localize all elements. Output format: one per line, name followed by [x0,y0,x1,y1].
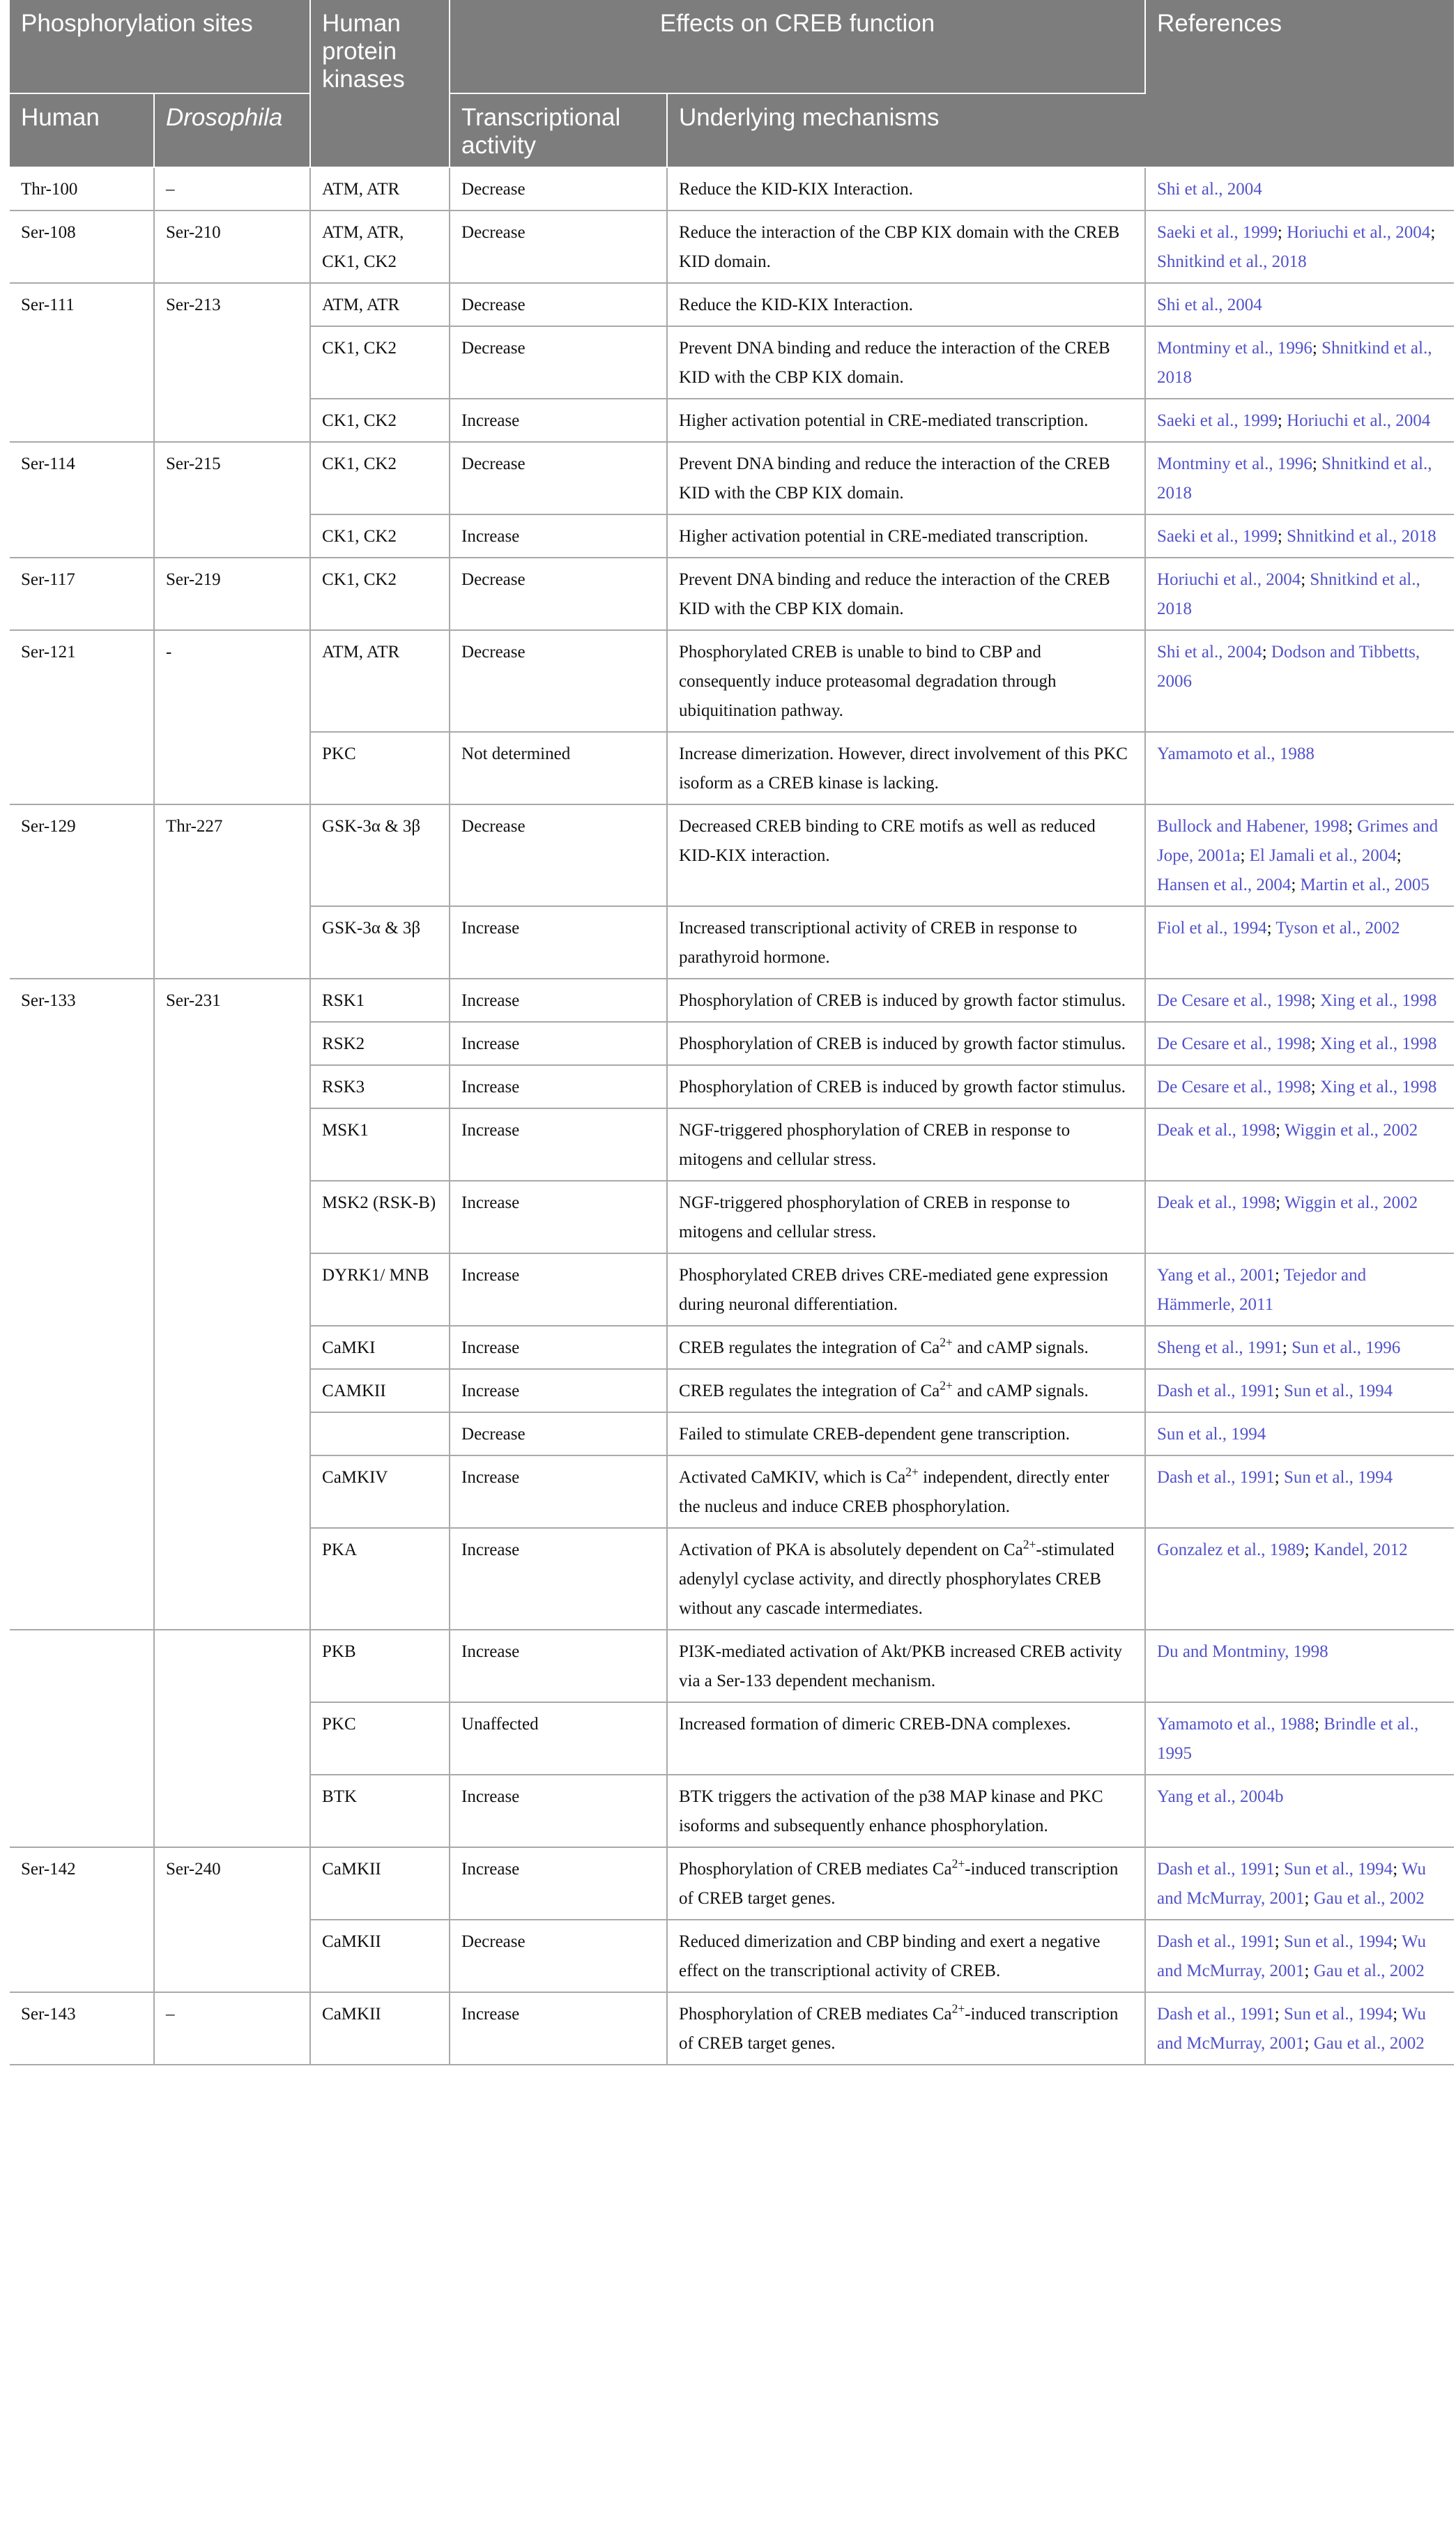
reference-link[interactable]: Wiggin et al., 2002 [1284,1121,1418,1140]
kinase-cell: CaMKI [310,1326,450,1369]
reference-link[interactable]: Sun et al., 1994 [1157,1425,1266,1444]
mechanism-text: and cAMP signals. [952,1338,1089,1357]
references-cell: De Cesare et al., 1998; Xing et al., 1998 [1145,979,1454,1022]
mechanism-cell: Increased transcriptional activity of CREB in response to parathyroid hormone. [667,906,1145,979]
transcriptional-activity-cell: Decrease [450,804,667,906]
transcriptional-activity-cell: Increase [450,1108,667,1181]
references-cell: Saeki et al., 1999; Horiuchi et al., 2004; Shnitkind et al., 2018 [1145,211,1454,283]
reference-link[interactable]: Tejedor and Hämmerle, 2011 [1157,1266,1367,1314]
references-cell: Gonzalez et al., 1989; Kandel, 2012 [1145,1528,1454,1630]
transcriptional-activity-cell: Increase [450,399,667,442]
transcriptional-activity-cell: Unaffected [450,1702,667,1775]
human-site-cell: Ser-117 [10,558,154,630]
references-cell: Yang et al., 2001; Tejedor and Hämmerle, 2011 [1145,1253,1454,1326]
mechanism-cell [667,1992,1145,2065]
reference-link[interactable]: Saeki et al., 1999 [1157,411,1278,430]
reference-link[interactable]: Xing et al., 1998 [1319,1034,1437,1053]
header-drosophila: Drosophila [154,93,310,167]
mechanism-cell [667,1369,1145,1412]
kinase-cell: GSK-3α & 3β [310,906,450,979]
mechanism-cell: Reduce the KID-KIX Interaction. [667,283,1145,326]
reference-link[interactable]: Montminy et al., 1996 [1157,339,1312,358]
mechanism-text: Phosphorylation of CREB mediates Ca [679,1860,952,1879]
mechanism-cell: Phosphorylation of CREB is induced by growth factor stimulus. [667,1022,1145,1065]
reference-link[interactable]: Dash et al., 1991 [1157,2005,1275,2024]
transcriptional-activity-cell: Decrease [450,211,667,283]
mechanism-cell: PI3K-mediated activation of Akt/PKB increased CREB activity via a Ser-133 dependent mechanism. [667,1630,1145,1702]
transcriptional-activity-cell: Increase [450,1775,667,1847]
reference-link[interactable]: Sun et al., 1994 [1283,1468,1393,1487]
reference-link[interactable]: Gau et al., 2002 [1313,1962,1425,1980]
kinase-cell: RSK1 [310,979,450,1022]
creb-phosphorylation-table [10,0,1454,2065]
reference-link[interactable]: Shi et al., 2004 [1157,296,1262,314]
table-row [10,1630,1454,1702]
drosophila-site-cell: – [154,167,310,211]
header-phosphorylation-sites: Phosphorylation sites [10,0,310,93]
kinase-cell: ATM, ATR [310,283,450,326]
transcriptional-activity-cell: Increase [450,1326,667,1369]
ion-charge-superscript: 2+ [940,1378,953,1393]
reference-link[interactable]: Hansen et al., 2004 [1157,876,1292,894]
kinase-cell: DYRK1/ MNB [310,1253,450,1326]
human-site-cell [10,1630,154,1847]
reference-link[interactable]: Yang et al., 2001 [1157,1266,1275,1285]
mechanism-cell [667,1847,1145,1920]
reference-link[interactable]: Saeki et al., 1999 [1157,527,1278,546]
kinase-cell: PKB [310,1630,450,1702]
reference-link[interactable]: Shnitkind et al., 2018 [1157,252,1307,271]
reference-link[interactable]: Saeki et al., 1999 [1157,223,1278,242]
transcriptional-activity-cell: Increase [450,1455,667,1528]
references-cell: Fiol et al., 1994; Tyson et al., 2002 [1145,906,1454,979]
kinase-cell: PKC [310,732,450,804]
mechanism-cell: Phosphorylated CREB drives CRE-mediated gene expression during neuronal differentiation. [667,1253,1145,1326]
mechanism-cell: Prevent DNA binding and reduce the interaction of the CREB KID with the CBP KIX domain. [667,558,1145,630]
kinase-cell: CK1, CK2 [310,442,450,514]
mechanism-cell: Higher activation potential in CRE-mediated transcription. [667,399,1145,442]
references-cell: De Cesare et al., 1998; Xing et al., 1998 [1145,1065,1454,1108]
table-row [10,979,1454,1022]
table-row [10,630,1454,732]
kinase-cell: MSK1 [310,1108,450,1181]
transcriptional-activity-cell: Increase [450,1253,667,1326]
reference-link[interactable]: Shnitkind et al., 2018 [1157,339,1432,387]
kinase-cell: CaMKII [310,1992,450,2065]
transcriptional-activity-cell: Increase [450,1630,667,1702]
drosophila-site-cell: Ser-213 [154,283,310,442]
reference-link[interactable]: Dodson and Tibbetts, 2006 [1157,643,1420,691]
kinase-cell: CK1, CK2 [310,514,450,558]
kinase-cell: RSK2 [310,1022,450,1065]
mechanism-cell: Phosphorylation of CREB is induced by growth factor stimulus. [667,979,1145,1022]
transcriptional-activity-cell: Decrease [450,283,667,326]
kinase-cell: CK1, CK2 [310,326,450,399]
mechanism-cell: Increased formation of dimeric CREB-DNA complexes. [667,1702,1145,1775]
ion-charge-superscript: 2+ [940,1335,953,1350]
header-references: References [1145,0,1454,167]
table-row [10,167,1454,211]
reference-link[interactable]: Sun et al., 1994 [1283,2005,1393,2024]
reference-link[interactable]: Tyson et al., 2002 [1275,919,1400,938]
reference-link[interactable]: El Jamali et al., 2004 [1249,846,1397,865]
kinase-cell: CAMKII [310,1369,450,1412]
mechanism-cell [667,1528,1145,1630]
table-row [10,442,1454,514]
references-cell: Horiuchi et al., 2004; Shnitkind et al., 2018 [1145,558,1454,630]
header-underlying-mechanisms: Underlying mechanisms [667,93,1145,167]
kinase-cell: RSK3 [310,1065,450,1108]
transcriptional-activity-cell: Increase [450,906,667,979]
drosophila-site-cell: - [154,630,310,804]
reference-link[interactable]: Montminy et al., 1996 [1157,454,1312,473]
references-cell: Dash et al., 1991; Sun et al., 1994 [1145,1455,1454,1528]
mechanism-text: -induced transcription of CREB target genes. [679,1860,1119,1908]
mechanism-cell: Reduced dimerization and CBP binding and exert a negative effect on the transcriptional activity of CREB. [667,1920,1145,1992]
human-site-cell: Thr-100 [10,167,154,211]
references-cell: Dash et al., 1991; Sun et al., 1994; Wu and McMurray, 2001; Gau et al., 2002 [1145,1920,1454,1992]
reference-link[interactable]: Sun et al., 1994 [1283,1860,1393,1879]
kinase-cell: BTK [310,1775,450,1847]
mechanism-cell: Failed to stimulate CREB-dependent gene transcription. [667,1412,1145,1455]
transcriptional-activity-cell: Increase [450,979,667,1022]
references-cell [1145,732,1454,804]
references-cell: Saeki et al., 1999; Horiuchi et al., 2004 [1145,399,1454,442]
references-cell: Saeki et al., 1999; Shnitkind et al., 2018 [1145,514,1454,558]
mechanism-cell: Prevent DNA binding and reduce the interaction of the CREB KID with the CBP KIX domain. [667,442,1145,514]
kinase-cell: MSK2 (RSK-B) [310,1181,450,1253]
reference-link[interactable]: Sun et al., 1996 [1292,1338,1401,1357]
references-cell [1145,1630,1454,1702]
table-row [10,1992,1454,2065]
reference-link[interactable]: Brindle et al., 1995 [1157,1715,1419,1763]
reference-link[interactable]: Du and Montminy, 1998 [1157,1642,1328,1661]
mechanism-cell: Reduce the interaction of the CBP KIX domain with the CREB KID domain. [667,211,1145,283]
transcriptional-activity-cell: Not determined [450,732,667,804]
ion-charge-superscript: 2+ [951,1856,965,1871]
table-body [10,167,1454,2065]
kinase-cell: CK1, CK2 [310,558,450,630]
kinase-cell: CaMKIV [310,1455,450,1528]
references-cell: Bullock and Habener, 1998; Grimes and Jope, 2001a; El Jamali et al., 2004; Hansen et al., 2004; Martin et al., 2005 [1145,804,1454,906]
transcriptional-activity-cell: Decrease [450,630,667,732]
kinase-cell [310,1412,450,1455]
transcriptional-activity-cell: Decrease [450,167,667,211]
mechanism-cell: Phosphorylation of CREB is induced by growth factor stimulus. [667,1065,1145,1108]
references-cell: De Cesare et al., 1998; Xing et al., 1998 [1145,1022,1454,1065]
mechanism-text: CREB regulates the integration of Ca [679,1382,940,1400]
mechanism-text: Phosphorylation of CREB mediates Ca [679,2005,952,2024]
references-cell: Dash et al., 1991; Sun et al., 1994 [1145,1369,1454,1412]
reference-link[interactable]: Gau et al., 2002 [1313,2034,1425,2053]
transcriptional-activity-cell: Increase [450,514,667,558]
transcriptional-activity-cell: Increase [450,1065,667,1108]
human-site-cell: Ser-108 [10,211,154,283]
mechanism-cell: Phosphorylated CREB is unable to bind to CBP and consequently induce proteasomal degradation through ubiquitination pathway. [667,630,1145,732]
mechanism-text: Activation of PKA is absolutely dependent on Ca [679,1541,1023,1559]
human-site-cell: Ser-143 [10,1992,154,2065]
references-cell: Sheng et al., 1991; Sun et al., 1996 [1145,1326,1454,1369]
kinase-cell: PKA [310,1528,450,1630]
reference-link[interactable]: Bullock and Habener, 1998 [1157,817,1348,836]
reference-link[interactable]: De Cesare et al., 1998 [1157,1034,1311,1053]
reference-link[interactable]: Horiuchi et al., 2004 [1157,570,1301,589]
kinase-cell: CaMKII [310,1920,450,1992]
table-row [10,283,1454,326]
mechanism-cell: Higher activation potential in CRE-mediated transcription. [667,514,1145,558]
reference-link[interactable]: Yang et al., 2004b [1157,1787,1284,1806]
reference-link[interactable]: Shi et al., 2004 [1157,643,1262,662]
transcriptional-activity-cell: Decrease [450,326,667,399]
reference-link[interactable]: Shnitkind et al., 2018 [1157,454,1432,503]
reference-link[interactable]: De Cesare et al., 1998 [1157,991,1311,1010]
references-cell: Shi et al., 2004; Dodson and Tibbetts, 2006 [1145,630,1454,732]
reference-link[interactable]: Wiggin et al., 2002 [1284,1193,1418,1212]
reference-link[interactable]: Dash et al., 1991 [1157,1468,1275,1487]
references-cell: Deak et al., 1998; Wiggin et al., 2002 [1145,1108,1454,1181]
table-row [10,1847,1454,1920]
human-site-cell: Ser-142 [10,1847,154,1992]
reference-link[interactable]: Martin et al., 2005 [1300,876,1430,894]
reference-link[interactable]: Kandel, 2012 [1313,1541,1408,1559]
mechanism-cell: BTK triggers the activation of the p38 MAP kinase and PKC isoforms and subsequently enhance phosphorylation. [667,1775,1145,1847]
references-cell [1145,167,1454,211]
reference-link[interactable]: Shi et al., 2004 [1157,180,1262,199]
transcriptional-activity-cell: Decrease [450,1412,667,1455]
mechanism-cell [667,1455,1145,1528]
header-transcriptional-activity: Transcriptional activity [450,93,667,167]
mechanism-text: CREB regulates the integration of Ca [679,1338,940,1357]
reference-link[interactable]: Wu and McMurray, 2001 [1157,2005,1427,2053]
reference-link[interactable]: De Cesare et al., 1998 [1157,1078,1311,1096]
reference-link[interactable]: Sun et al., 1994 [1283,1382,1393,1400]
kinase-cell: ATM, ATR [310,630,450,732]
reference-link[interactable]: Grimes and Jope, 2001a [1157,817,1439,865]
references-cell: Montminy et al., 1996; Shnitkind et al., 2018 [1145,442,1454,514]
references-cell [1145,283,1454,326]
drosophila-site-cell: Ser-231 [154,979,310,1630]
references-cell: Deak et al., 1998; Wiggin et al., 2002 [1145,1181,1454,1253]
reference-link[interactable]: Dash et al., 1991 [1157,1932,1275,1951]
reference-link[interactable]: Dash et al., 1991 [1157,1860,1275,1879]
ion-charge-superscript: 2+ [905,1465,919,1479]
drosophila-site-cell: Ser-240 [154,1847,310,1992]
references-cell: Dash et al., 1991; Sun et al., 1994; Wu and McMurray, 2001; Gau et al., 2002 [1145,1992,1454,2065]
reference-link[interactable]: Sheng et al., 1991 [1157,1338,1282,1357]
drosophila-site-cell: Ser-215 [154,442,310,558]
transcriptional-activity-cell: Increase [450,1528,667,1630]
drosophila-site-cell: Ser-219 [154,558,310,630]
human-site-cell: Ser-133 [10,979,154,1630]
reference-link[interactable]: Yamamoto et al., 1988 [1157,1715,1315,1734]
table-row [10,558,1454,630]
reference-link[interactable]: Fiol et al., 1994 [1157,919,1267,938]
reference-link[interactable]: Deak et al., 1998 [1157,1121,1276,1140]
table-row [10,211,1454,283]
transcriptional-activity-cell: Increase [450,1181,667,1253]
mechanism-cell: Prevent DNA binding and reduce the interaction of the CREB KID with the CBP KIX domain. [667,326,1145,399]
mechanism-cell: Increase dimerization. However, direct involvement of this PKC isoform as a CREB kinase is lacking. [667,732,1145,804]
transcriptional-activity-cell: Increase [450,1992,667,2065]
mechanism-cell: NGF-triggered phosphorylation of CREB in response to mitogens and cellular stress. [667,1181,1145,1253]
references-cell: Yamamoto et al., 1988; Brindle et al., 1995 [1145,1702,1454,1775]
transcriptional-activity-cell: Increase [450,1022,667,1065]
mechanism-cell: Reduce the KID-KIX Interaction. [667,167,1145,211]
transcriptional-activity-cell: Increase [450,1847,667,1920]
reference-link[interactable]: Shnitkind et al., 2018 [1287,527,1436,546]
reference-link[interactable]: Gau et al., 2002 [1313,1889,1425,1908]
reference-link[interactable]: Gonzalez et al., 1989 [1157,1541,1305,1559]
reference-link[interactable]: Horiuchi et al., 2004 [1287,411,1431,430]
drosophila-site-cell [154,1630,310,1847]
mechanism-text: -stimulated adenylyl cyclase activity, and directly phosphorylates CREB without any cascade intermediates. [679,1541,1114,1618]
mechanism-text: independent, directly enter the nucleus and induce CREB phosphorylation. [679,1468,1110,1516]
references-cell [1145,1412,1454,1455]
transcriptional-activity-cell: Decrease [450,442,667,514]
reference-link[interactable]: Dash et al., 1991 [1157,1382,1275,1400]
mechanism-text: Activated CaMKIV, which is Ca [679,1468,906,1487]
human-site-cell: Ser-111 [10,283,154,442]
ion-charge-superscript: 2+ [1022,1537,1036,1552]
references-cell: Dash et al., 1991; Sun et al., 1994; Wu and McMurray, 2001; Gau et al., 2002 [1145,1847,1454,1920]
ion-charge-superscript: 2+ [951,2001,965,2016]
mechanism-text: -induced transcription of CREB target genes. [679,2005,1119,2053]
references-cell [1145,1775,1454,1847]
transcriptional-activity-cell: Decrease [450,1920,667,1992]
mechanism-cell [667,1326,1145,1369]
header-effects-on-creb-function: Effects on CREB function [450,0,1145,93]
reference-link[interactable]: Wu and McMurray, 2001 [1157,1860,1427,1908]
reference-link[interactable]: Xing et al., 1998 [1319,991,1437,1010]
drosophila-site-cell: Thr-227 [154,804,310,979]
human-site-cell: Ser-121 [10,630,154,804]
mechanism-text: and cAMP signals. [952,1382,1089,1400]
kinase-cell: CK1, CK2 [310,399,450,442]
reference-link[interactable]: Horiuchi et al., 2004 [1287,223,1431,242]
reference-link[interactable]: Xing et al., 1998 [1319,1078,1437,1096]
kinase-cell: ATM, ATR, CK1, CK2 [310,211,450,283]
drosophila-site-cell: – [154,1992,310,2065]
transcriptional-activity-cell: Increase [450,1369,667,1412]
human-site-cell: Ser-114 [10,442,154,558]
transcriptional-activity-cell: Decrease [450,558,667,630]
header-human-protein-kinases: Human protein kinases [310,0,450,167]
reference-link[interactable]: Deak et al., 1998 [1157,1193,1276,1212]
reference-link[interactable]: Wu and McMurray, 2001 [1157,1932,1427,1980]
reference-link[interactable]: Sun et al., 1994 [1283,1932,1393,1951]
references-cell: Montminy et al., 1996; Shnitkind et al., 2018 [1145,326,1454,399]
kinase-cell: GSK-3α & 3β [310,804,450,906]
mechanism-cell: Decreased CREB binding to CRE motifs as well as reduced KID-KIX interaction. [667,804,1145,906]
kinase-cell: CaMKII [310,1847,450,1920]
human-site-cell: Ser-129 [10,804,154,979]
mechanism-cell: NGF-triggered phosphorylation of CREB in response to mitogens and cellular stress. [667,1108,1145,1181]
kinase-cell: PKC [310,1702,450,1775]
reference-link[interactable]: Yamamoto et al., 1988 [1157,744,1315,763]
table-row [10,804,1454,906]
kinase-cell: ATM, ATR [310,167,450,211]
drosophila-site-cell: Ser-210 [154,211,310,283]
header-human: Human [10,93,154,167]
reference-link[interactable]: Shnitkind et al., 2018 [1157,570,1420,618]
